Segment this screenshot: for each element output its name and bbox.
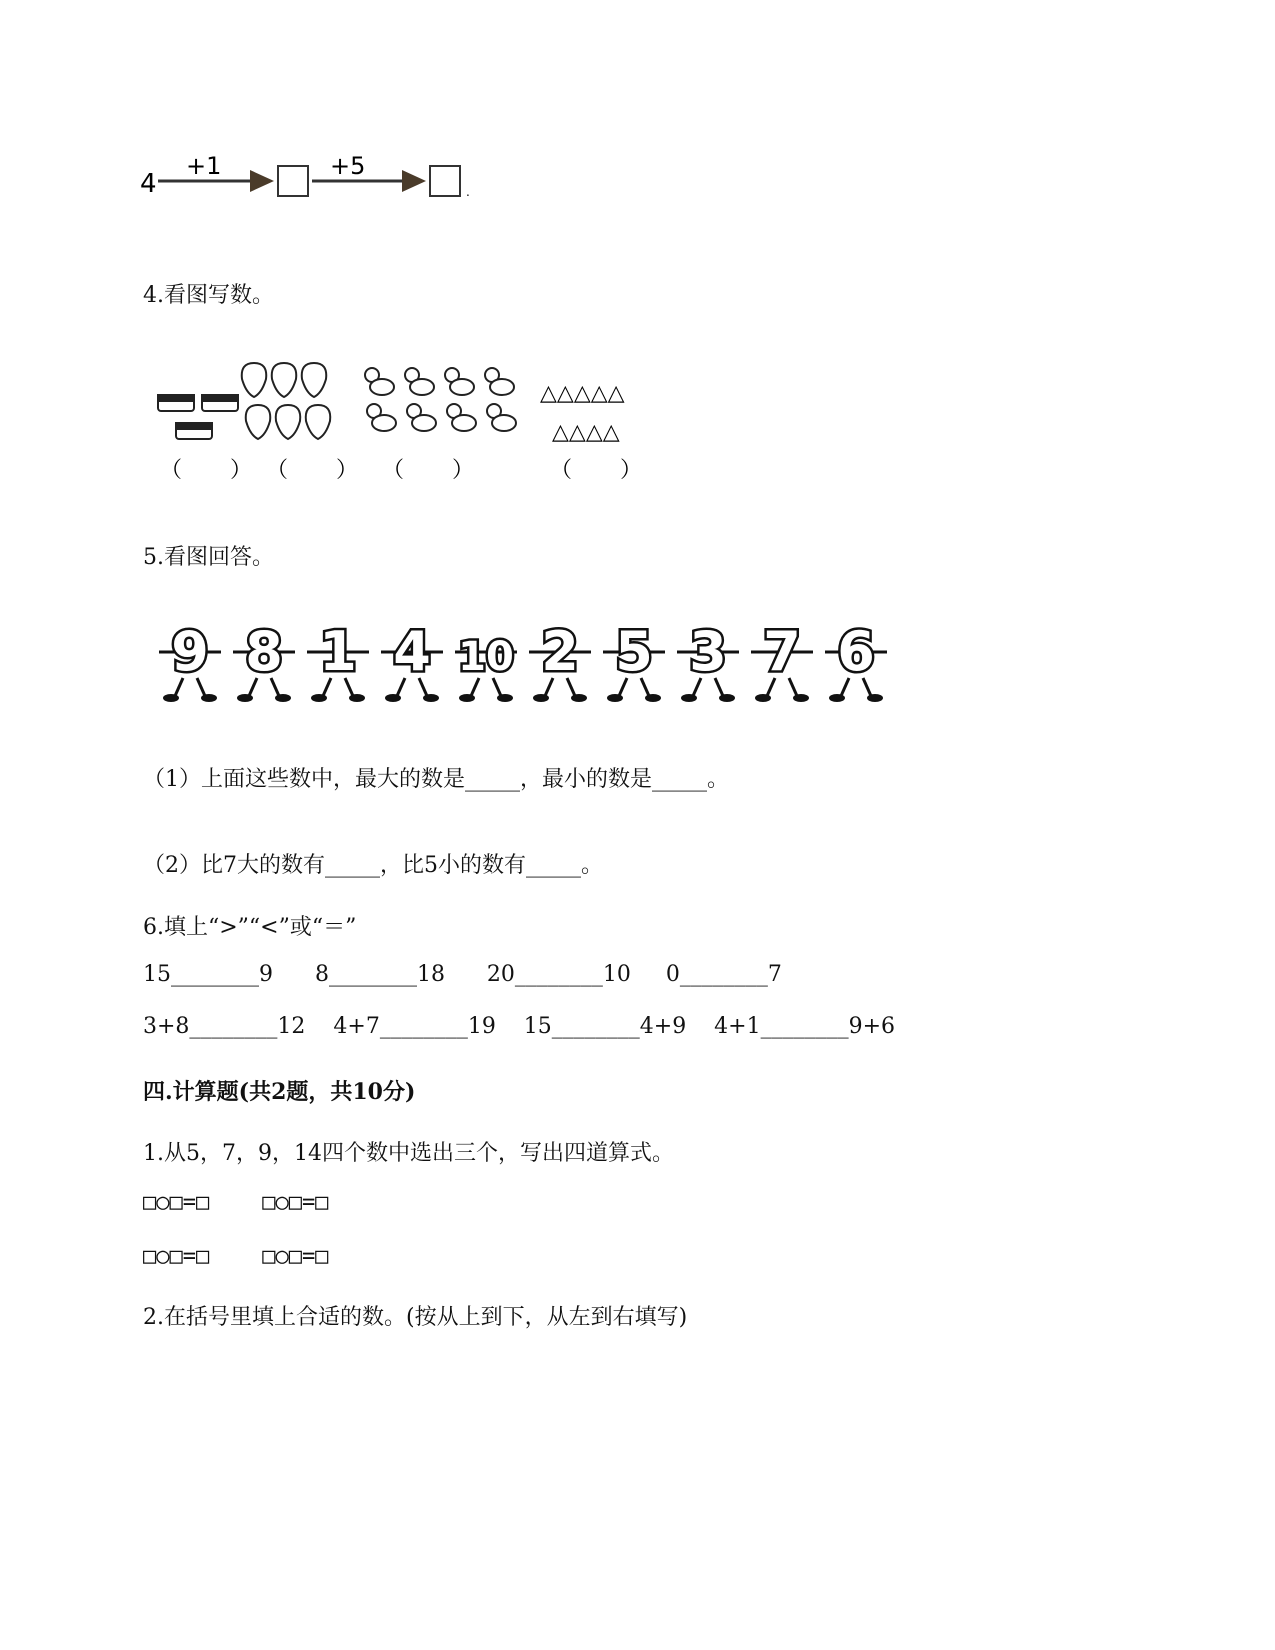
q6-title: 6.填上“>”“<”或“＝” xyxy=(143,915,357,940)
eraser-icon xyxy=(158,395,238,439)
paren-open-1: （ xyxy=(160,458,183,483)
dancing-digit-figure xyxy=(377,608,447,708)
dancing-digit-figure xyxy=(599,608,669,708)
calc1-row2: □○□=□ □○□=□ xyxy=(143,1244,329,1269)
dancing-digit-label: 9 xyxy=(171,620,209,683)
dancing-digit-label: 4 xyxy=(393,620,431,683)
dancing-digit-label: 2 xyxy=(541,620,579,683)
answer-box-2[interactable] xyxy=(430,166,460,196)
dancing-digit-figure xyxy=(229,608,299,708)
flow-svg xyxy=(140,148,480,208)
paren-close-4: ） xyxy=(620,458,643,483)
calc1-row1: □○□=□ □○□=□ xyxy=(143,1190,329,1215)
chick-icon xyxy=(365,368,516,431)
paren-close-3: ） xyxy=(452,458,475,483)
flow-tail: . xyxy=(466,185,470,199)
q5-title: 5.看图回答。 xyxy=(143,545,274,570)
dancing-digit-figure xyxy=(673,608,743,708)
dancing-digit-figure xyxy=(451,608,521,708)
dancing-digit-figure xyxy=(155,608,225,708)
paren-open-4: （ xyxy=(550,458,573,483)
flow-op1: +1 xyxy=(186,152,222,180)
dancing-digit-figure xyxy=(821,608,891,708)
paren-open-2: （ xyxy=(266,458,289,483)
section-heading: 四.计算题(共2题，共10分) xyxy=(143,1079,416,1105)
q6-row2: 3+8________12 4+7________19 15________4+9 4+1________9+6 xyxy=(143,1014,896,1039)
dancing-digit-label: 10 xyxy=(458,634,514,680)
triangle-row-2: △△△△ xyxy=(552,420,620,445)
paren-close-1: ） xyxy=(230,458,253,483)
q4-pictures xyxy=(150,355,660,490)
q4-title: 4.看图写数。 xyxy=(143,283,274,308)
strawberry-icon xyxy=(242,363,331,439)
dancing-digit-figure xyxy=(303,608,373,708)
q6-row1: 15________9 8________18 20________10 0________7 xyxy=(143,962,782,987)
arrowhead-1 xyxy=(250,170,274,192)
dancing-digit-label: 3 xyxy=(689,620,727,683)
flow-start: 4 xyxy=(140,169,157,199)
calc2-title: 2.在括号里填上合适的数。(按从上到下，从左到右填写) xyxy=(143,1305,688,1330)
arrowhead-2 xyxy=(402,170,426,192)
dancing-digit-label: 5 xyxy=(615,620,653,683)
dancing-digits-picture xyxy=(155,608,891,708)
dancing-digit-label: 7 xyxy=(763,620,801,683)
answer-box-1[interactable] xyxy=(278,166,308,196)
number-flow-diagram xyxy=(140,148,480,208)
dancing-digit-figure xyxy=(525,608,595,708)
dancing-digit-label: 8 xyxy=(245,620,283,683)
calc1-title: 1.从5，7，9，14四个数中选出三个，写出四道算式。 xyxy=(143,1141,674,1166)
q5-sub2: （2）比7大的数有_____，比5小的数有_____。 xyxy=(143,853,603,878)
dancing-digit-label: 1 xyxy=(319,620,357,683)
q5-sub1: （1）上面这些数中，最大的数是_____，最小的数是_____。 xyxy=(143,767,729,792)
dancing-digit-label: 6 xyxy=(837,620,875,683)
flow-op2: +5 xyxy=(330,152,366,180)
paren-close-2: ） xyxy=(336,458,359,483)
triangle-row-1: △△△△△ xyxy=(540,381,625,406)
paren-open-3: （ xyxy=(382,458,405,483)
dancing-digit-figure xyxy=(747,608,817,708)
q4-picture-area xyxy=(150,355,660,490)
